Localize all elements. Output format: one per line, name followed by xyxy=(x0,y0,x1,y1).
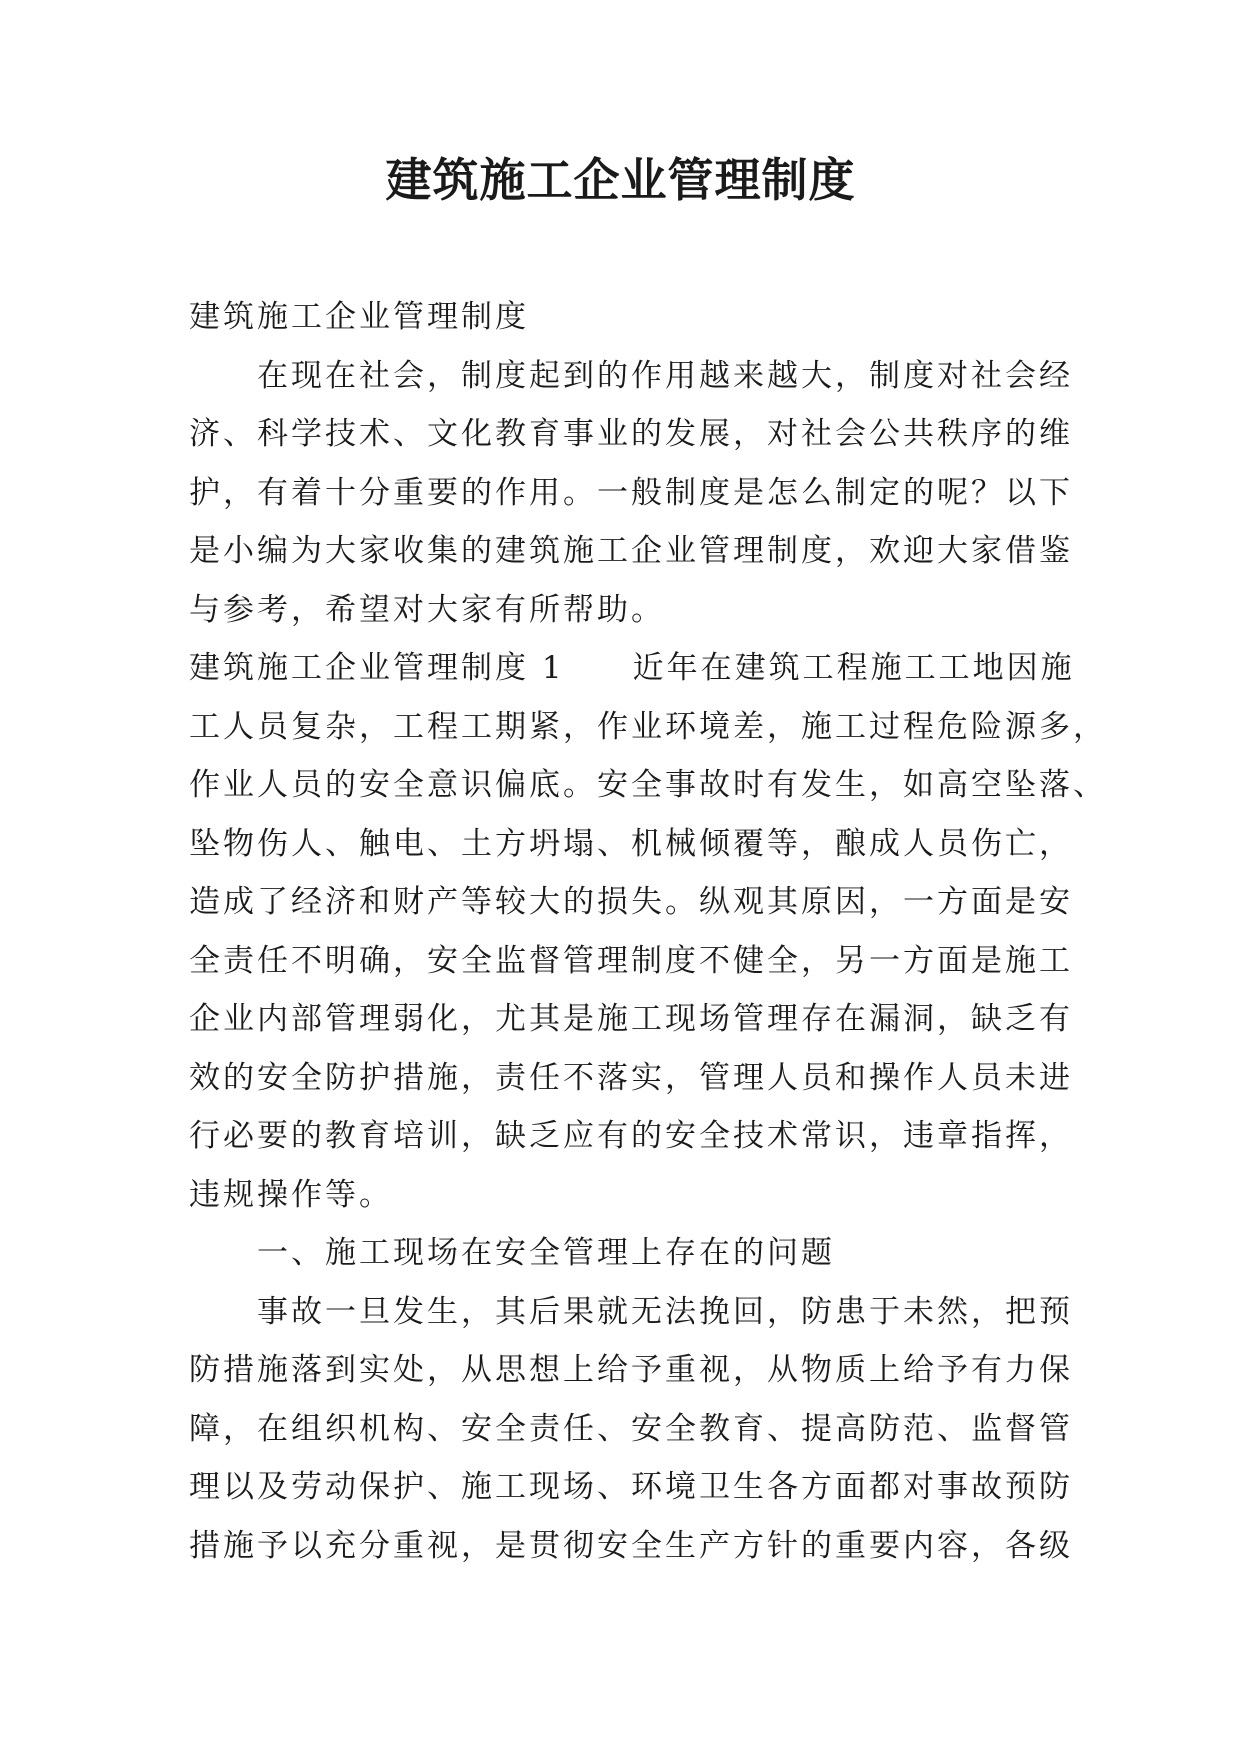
text-line: 是小编为大家收集的建筑施工企业管理制度，欢迎大家借鉴 xyxy=(189,533,1073,569)
text-line: 障，在组织机构、安全责任、安全教育、提高防范、监督管 xyxy=(189,1410,1073,1447)
text-line: 与参考，希望对大家有所帮助。 xyxy=(189,591,665,628)
text-line: 护，有着十分重要的作用。一般制度是怎么制定的呢？以下 xyxy=(189,474,1073,511)
text-line: 企业内部管理弱化，尤其是施工现场管理存在漏洞，缺乏有 xyxy=(189,1001,1073,1037)
document-title: 建筑施工企业管理制度 xyxy=(385,153,856,207)
text-line: 建筑施工企业管理制度 xyxy=(189,299,529,335)
document-body xyxy=(189,288,1107,1575)
text-line: 效的安全防护措施，责任不落实，管理人员和操作人员未进 xyxy=(189,1059,1073,1096)
text-line: 在现在社会，制度起到的作用越来越大，制度对社会经 xyxy=(257,357,1073,394)
text-line: 建筑施工企业管理制度 1 近年在建筑工程施工工地因施 xyxy=(189,650,1075,686)
text-line: 事故一旦发生，其后果就无法挽回，防患于未然，把预 xyxy=(257,1293,1073,1330)
text-line: 工人员复杂，工程工期紧，作业环境差，施工过程危险源多， xyxy=(189,708,1107,745)
text-line: 防措施落到实处，从思想上给予重视，从物质上给予有力保 xyxy=(189,1352,1073,1388)
section-heading: 一、施工现场在安全管理上存在的问题 xyxy=(257,1235,835,1271)
text-line: 全责任不明确，安全监督管理制度不健全，另一方面是施工 xyxy=(189,942,1073,979)
text-line: 理以及劳动保护、施工现场、环境卫生各方面都对事故预防 xyxy=(189,1469,1073,1505)
text-line: 措施予以充分重视，是贯彻安全生产方针的重要内容，各级 xyxy=(189,1527,1073,1564)
text-line: 造成了经济和财产等较大的损失。纵观其原因，一方面是安 xyxy=(189,884,1073,920)
text-line: 行必要的教育培训，缺乏应有的安全技术常识，违章指挥， xyxy=(189,1118,1073,1154)
text-line: 作业人员的安全意识偏底。安全事故时有发生，如高空坠落、 xyxy=(189,767,1107,803)
text-line: 济、科学技术、文化教育事业的发展，对社会公共秩序的维 xyxy=(189,416,1073,452)
text-line: 违规操作等。 xyxy=(189,1176,393,1213)
text-line: 坠物伤人、触电、土方坍塌、机械倾覆等，酿成人员伤亡， xyxy=(189,825,1073,862)
